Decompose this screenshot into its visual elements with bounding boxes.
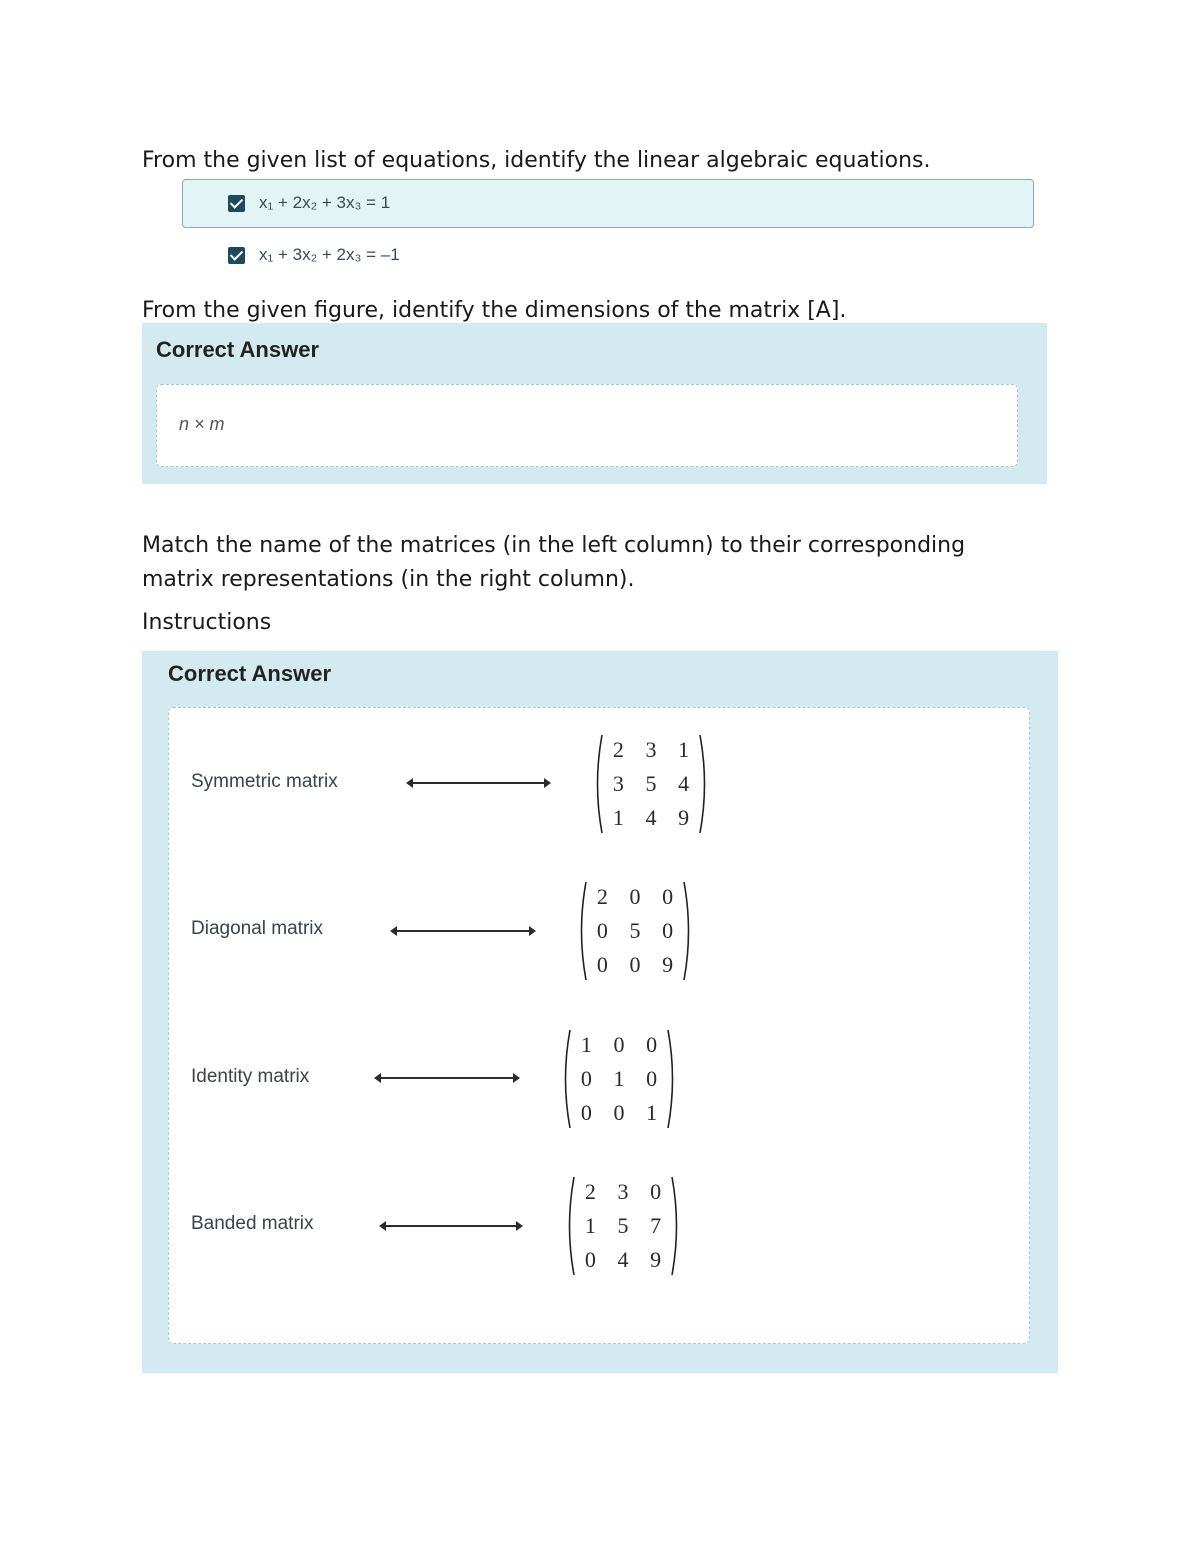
option-1[interactable] <box>228 193 390 213</box>
diagonal-matrix-label: Diagonal matrix <box>191 918 323 939</box>
matrix-cell: 7 <box>650 1213 662 1238</box>
matrix-cell: 1 <box>580 1032 592 1057</box>
banded-matrix <box>564 1175 682 1277</box>
matrix-cell: 1 <box>646 1100 658 1125</box>
correct-answer-panel-1 <box>142 323 1047 484</box>
option-2[interactable] <box>228 245 400 265</box>
double-arrow-icon <box>412 782 545 784</box>
matrix-cell: 0 <box>596 952 608 977</box>
matrix-cell: 0 <box>662 918 674 943</box>
matrix-cell: 4 <box>678 771 690 796</box>
matrix-cell: 0 <box>580 1100 592 1125</box>
matrix-cell: 0 <box>650 1179 662 1204</box>
matrix-cell: 5 <box>617 1213 629 1238</box>
matrix-cell: 2 <box>612 737 624 762</box>
identity-matrix-label: Identity matrix <box>191 1066 310 1087</box>
checkbox-checked-icon[interactable] <box>228 247 245 264</box>
matrix-cell: 4 <box>645 805 657 830</box>
matrix-cell: 3 <box>612 771 624 796</box>
banded-matrix-label: Banded matrix <box>191 1213 314 1234</box>
matrix-cell: 0 <box>629 884 641 909</box>
matrix-cell: 0 <box>629 952 641 977</box>
double-arrow-icon <box>396 930 530 932</box>
correct-answer-heading: Correct Answer <box>156 337 320 362</box>
double-arrow-icon <box>380 1077 514 1079</box>
matrix-cell: 1 <box>613 1066 625 1091</box>
matrix-cell: 0 <box>584 1247 596 1272</box>
matrix-cell: 5 <box>645 771 657 796</box>
matrix-cell: 2 <box>584 1179 596 1204</box>
matrix-cell: 9 <box>662 952 674 977</box>
option-1-equation: x₁ + 2x₂ + 3x₃ = 1 <box>259 193 391 212</box>
matrix-cell: 9 <box>650 1247 662 1272</box>
matrix-cell: 0 <box>613 1032 625 1057</box>
matrix-cell: 4 <box>617 1247 629 1272</box>
matrix-cell: 9 <box>678 805 690 830</box>
matrix-cell: 0 <box>646 1066 658 1091</box>
diagonal-matrix <box>576 880 694 982</box>
question-2-text: From the given figure, identify the dimensions of the matrix [A]. <box>142 298 847 323</box>
matrix-cell: 1 <box>584 1213 596 1238</box>
matrix-cell: 1 <box>612 805 624 830</box>
matrix-cell: 3 <box>645 737 657 762</box>
answer-dimensions: n × m <box>179 414 225 434</box>
question-3-text-line1: Match the name of the matrices (in the left column) to their corresponding <box>142 533 966 558</box>
matrix-cell: 0 <box>596 918 608 943</box>
symmetric-matrix <box>592 733 710 835</box>
matching-answer-box <box>168 707 1030 1344</box>
matrix-cell: 0 <box>646 1032 658 1057</box>
correct-answer-heading: Correct Answer <box>168 661 332 686</box>
matrix-cell: 1 <box>678 737 690 762</box>
matrix-cell: 5 <box>629 918 641 943</box>
matrix-cell: 3 <box>617 1179 629 1204</box>
question-1-text: From the given list of equations, identify the linear algebraic equations. <box>142 148 931 173</box>
matrix-cell: 0 <box>580 1066 592 1091</box>
answer-box <box>156 384 1018 467</box>
identity-matrix <box>560 1028 678 1130</box>
symmetric-matrix-label: Symmetric matrix <box>191 771 338 792</box>
matrix-cell: 2 <box>596 884 608 909</box>
instructions-label: Instructions <box>142 610 272 635</box>
checkbox-checked-icon[interactable] <box>228 195 245 212</box>
correct-answer-panel-2 <box>142 651 1058 1373</box>
question-3-text-line2: matrix representations (in the right column). <box>142 567 635 592</box>
double-arrow-icon <box>385 1225 517 1227</box>
matrix-cell: 0 <box>613 1100 625 1125</box>
option-2-equation: x₁ + 3x₂ + 2x₃ = –1 <box>259 245 400 264</box>
matrix-cell: 0 <box>662 884 674 909</box>
